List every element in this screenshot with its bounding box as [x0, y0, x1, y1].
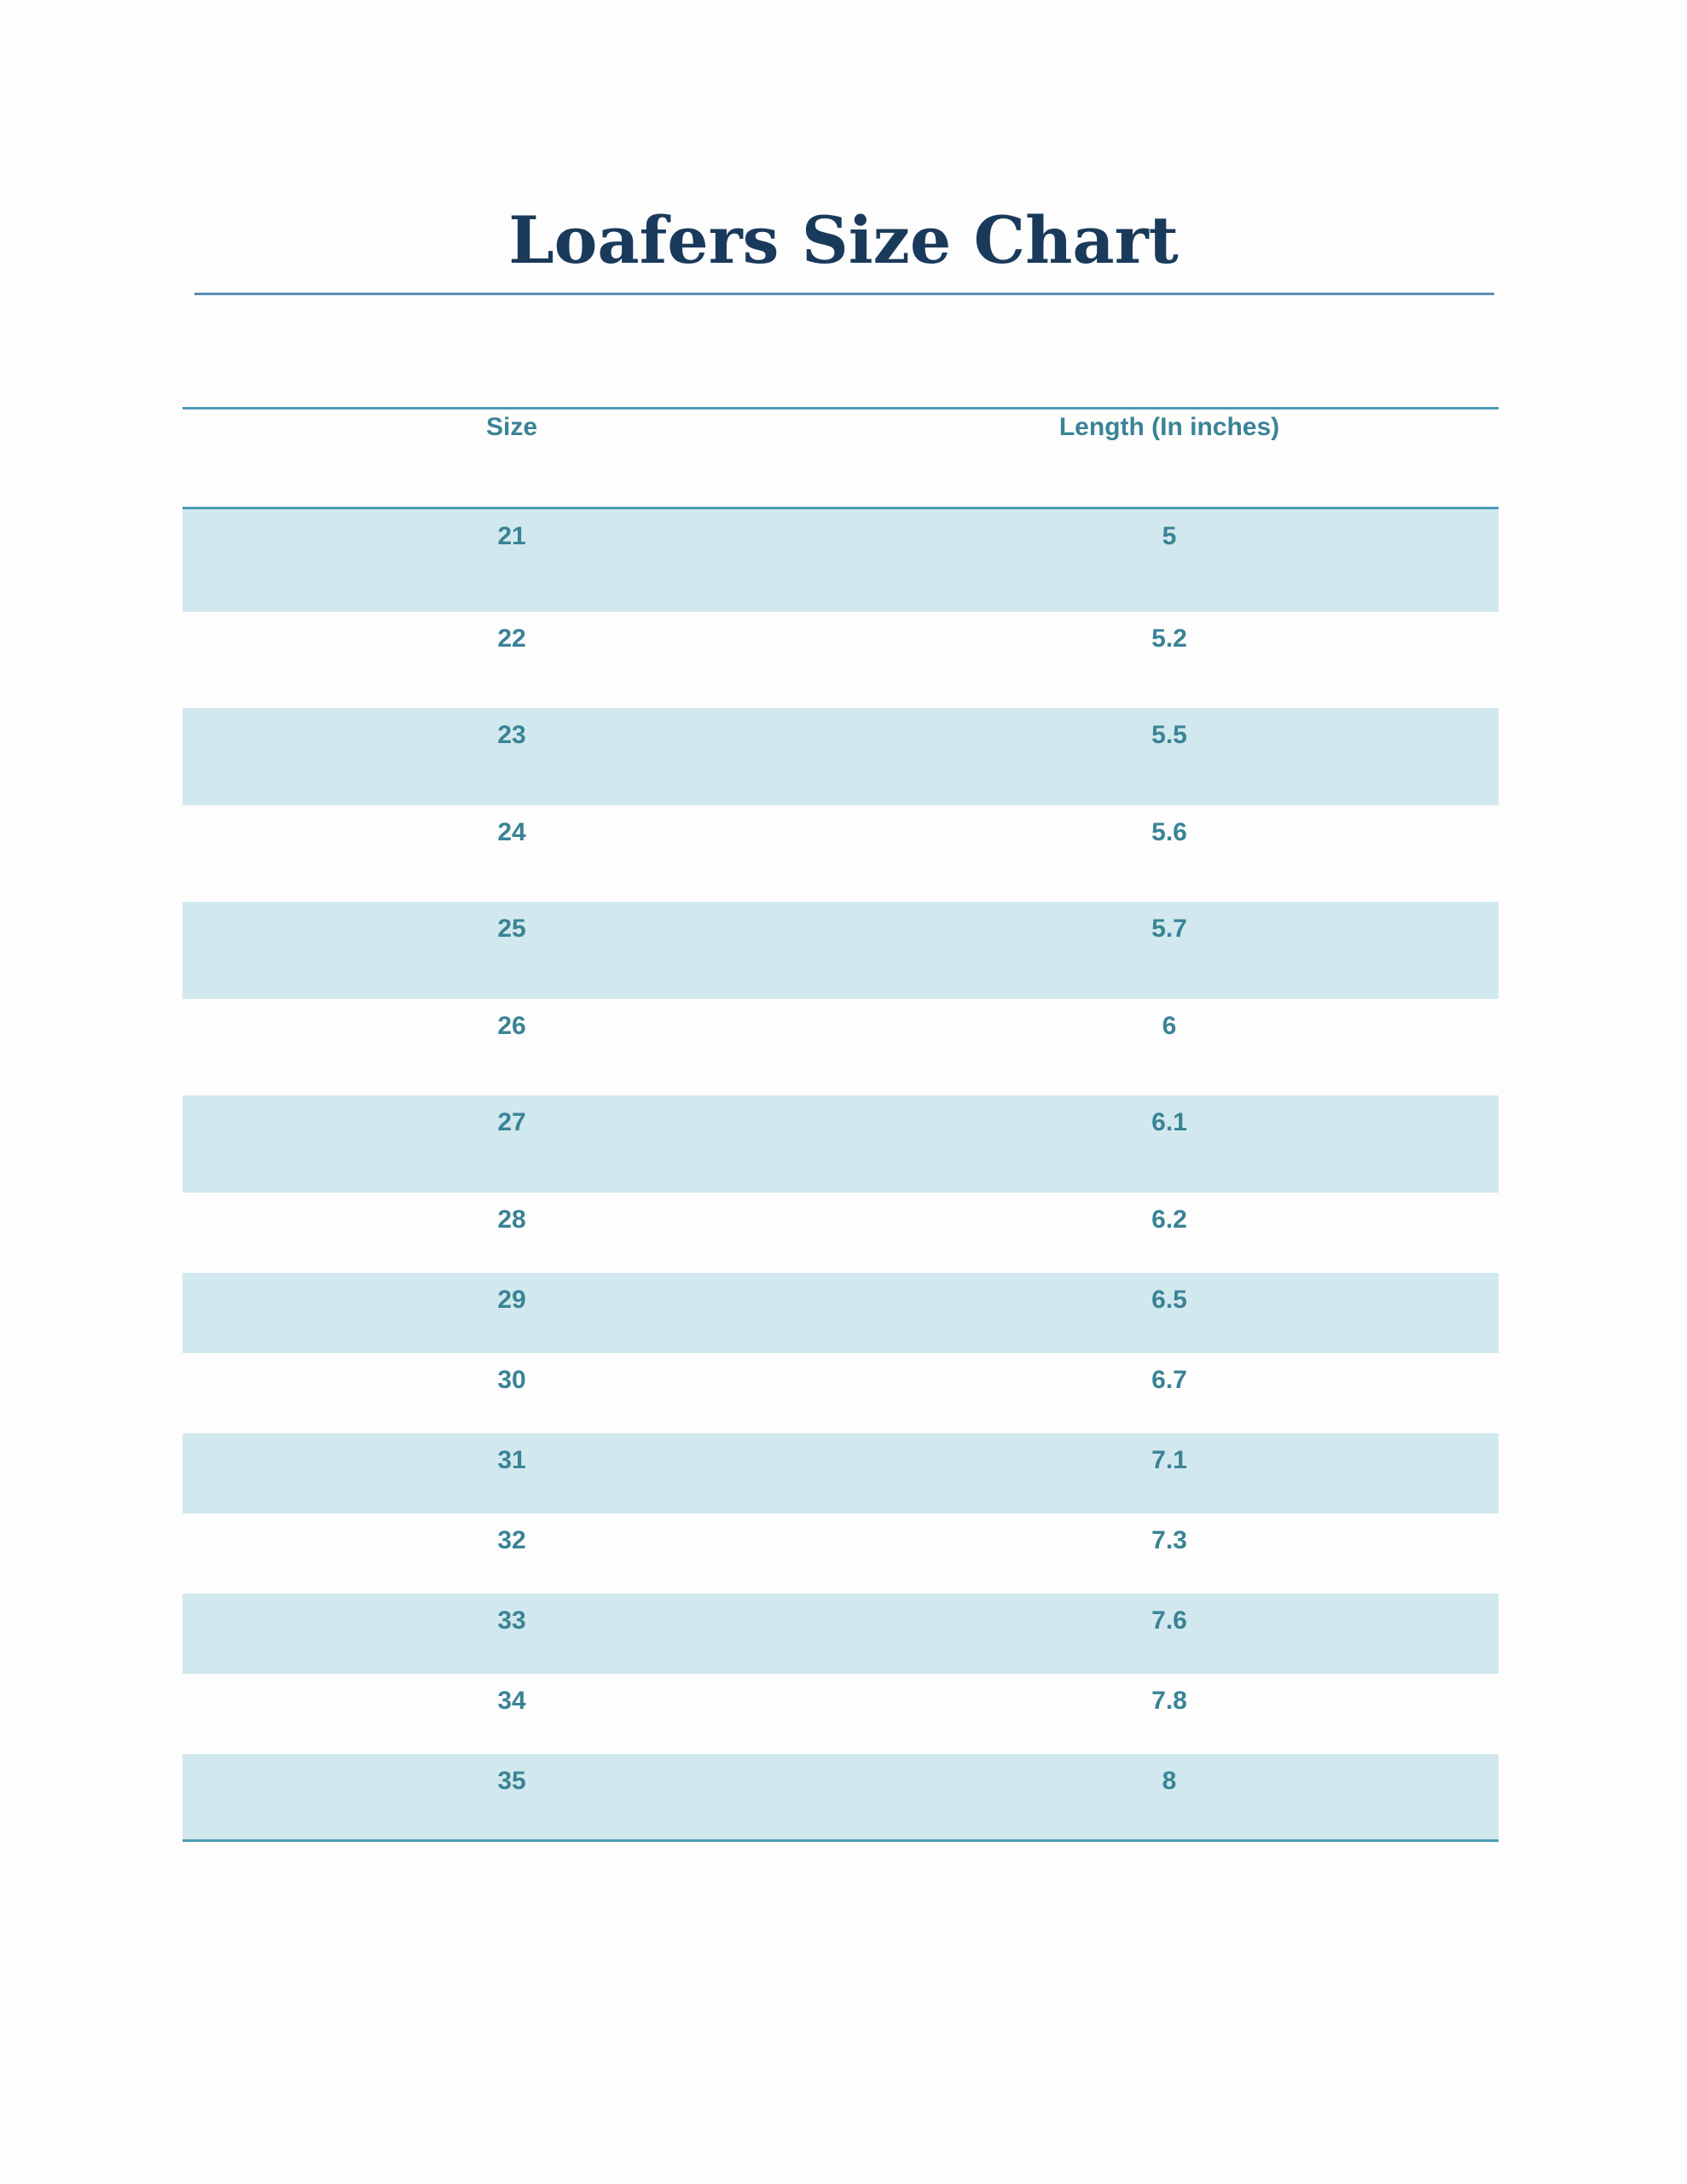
size-cell: 22 [497, 624, 526, 653]
length-cell: 6.1 [1151, 1108, 1187, 1136]
size-table [183, 407, 1499, 1842]
table-row [183, 612, 1499, 708]
length-cell: 5.6 [1151, 818, 1187, 846]
length-cell: 6.5 [1151, 1286, 1187, 1314]
length-cell: 6.7 [1151, 1366, 1187, 1394]
size-cell: 31 [497, 1446, 526, 1474]
length-cell: 5.5 [1151, 721, 1187, 749]
table-row [183, 1353, 1499, 1433]
header-length: Length (In inches) [1058, 413, 1280, 441]
size-cell: 26 [497, 1012, 526, 1040]
page-title: Loafers Size Chart [508, 202, 1179, 278]
header-size: Size [485, 413, 538, 441]
length-cell: 5 [1162, 522, 1177, 550]
title-underline [194, 293, 1494, 295]
size-cell: 34 [497, 1687, 526, 1715]
table-row [183, 1594, 1499, 1674]
size-cell: 29 [497, 1286, 526, 1314]
table-row [183, 1273, 1499, 1353]
size-cell: 30 [497, 1366, 526, 1394]
table-row [183, 1754, 1499, 1839]
length-cell: 7.6 [1151, 1606, 1187, 1635]
length-cell: 5.2 [1151, 624, 1187, 653]
length-cell: 8 [1162, 1767, 1177, 1795]
size-cell: 25 [497, 915, 526, 943]
table-row [183, 1513, 1499, 1594]
size-cell: 24 [497, 818, 526, 846]
size-cell: 35 [497, 1767, 526, 1795]
table-header-row [183, 410, 1499, 507]
length-cell: 7.1 [1151, 1446, 1187, 1474]
length-cell: 5.7 [1151, 915, 1187, 943]
table-row [183, 999, 1499, 1095]
length-cell: 7.3 [1151, 1526, 1187, 1554]
table-row [183, 902, 1499, 999]
table-row [183, 1193, 1499, 1273]
size-cell: 32 [497, 1526, 526, 1554]
length-cell: 6.2 [1151, 1205, 1187, 1234]
table-row [183, 1674, 1499, 1754]
table-row [183, 509, 1499, 612]
table-bottom-rule [183, 1839, 1499, 1842]
table-row [183, 1433, 1499, 1513]
size-cell: 23 [497, 721, 526, 749]
size-cell: 27 [497, 1108, 526, 1136]
length-cell: 7.8 [1151, 1687, 1187, 1715]
size-cell: 33 [497, 1606, 526, 1635]
table-row [183, 805, 1499, 902]
size-cell: 21 [497, 522, 526, 550]
length-cell: 6 [1162, 1012, 1177, 1040]
table-row [183, 708, 1499, 805]
size-cell: 28 [497, 1205, 526, 1234]
table-row [183, 1095, 1499, 1193]
